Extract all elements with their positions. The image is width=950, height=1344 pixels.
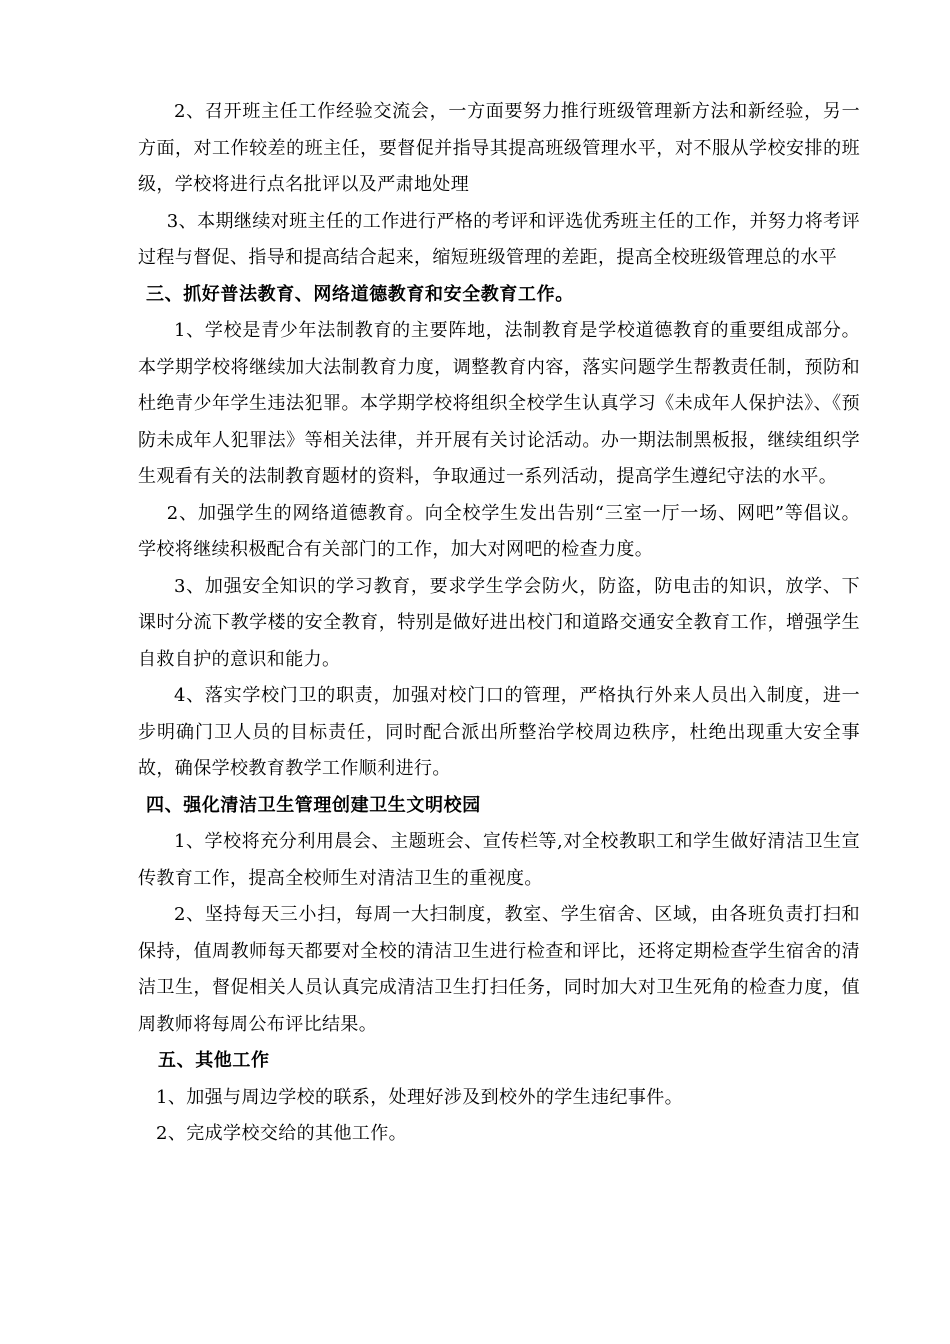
paragraph-gate-security: 4、落实学校门卫的职责，加强对校门口的管理，严格执行外来人员出入制度，进一步明确门卫人员的目标责任，同时配合派出所整治学校周边秩序，杜绝出现重大安全事故，确保学校教育教学工作顺利进行。 bbox=[138, 685, 860, 779]
paragraph-safety-education: 3、加强安全知识的学习教育，要求学生学会防火，防盗，防电击的知识，放学、下课时分流下教学楼的安全教育，特别是做好进出校门和道路交通安全教育工作，增强学生自救自护的意识和能力。 bbox=[138, 575, 860, 670]
paragraph-cleaning-system: 2、坚持每天三小扫，每周一大扫制度，教室、学生宿舍、区域，由各班负责打扫和保持，值周教师每天都要对全校的清洁卫生进行检查和评比，还将定期检查学生宿舍的清洁卫生，督促相关人员认真完成清洁卫生打扫任务，同时加大对卫生死角的检查力度，值周教师将每周公布评比结果。 bbox=[138, 904, 860, 1035]
section-heading-other-work: 五、其他工作 bbox=[158, 1050, 270, 1071]
list-item-neighbor-schools: 1、加强与周边学校的联系，处理好涉及到校外的学生违纪事件。 bbox=[156, 1086, 684, 1108]
section-heading-law-education: 三、抓好普法教育、网络道德教育和安全教育工作。 bbox=[146, 283, 574, 305]
paragraph-class-teacher-meeting: 2、召开班主任工作经验交流会，一方面要努力推行班级管理新方法和新经验，另一方面，对工作较差的班主任，要督促并指导其提高班级管理水平，对不服从学校安排的班级，学校将进行点名批评以及严肃地处理 bbox=[138, 101, 860, 195]
paragraph-class-teacher-evaluation: 3、本期继续对班主任的工作进行严格的考评和评选优秀班主任的工作，并努力将考评过程与督促、指导和提高结合起来，缩短班级管理的差距，提高全校班级管理总的水平 bbox=[138, 210, 860, 268]
paragraph-hygiene-publicity: 1、学校将充分利用晨会、主题班会、宣传栏等,对全校教职工和学生做好清洁卫生宣传教育工作，提高全校师生对清洁卫生的重视度。 bbox=[138, 831, 860, 889]
paragraph-network-ethics: 2、加强学生的网络道德教育。向全校学生发出告别“三室一厅一场、网吧”等倡议。学校将继续积极配合有关部门的工作，加大对网吧的检查力度。 bbox=[138, 502, 860, 560]
paragraph-legal-education: 1、学校是青少年法制教育的主要阵地，法制教育是学校道德教育的重要组成部分。本学期学校将继续加大法制教育力度，调整教育内容，落实问题学生帮教责任制，预防和杜绝青少年学生违法犯罪。本学期学校将组织全校学生认真学习《未成年人保护法》、《预防未成年人犯罪法》等相关法律，并开展有关讨论活动。办一期法制黑板报，继续组织学生观看有关的法制教育题材的资料，争取通过一系列活动，提高学生遵纪守法的水平。 bbox=[138, 320, 860, 487]
document-body bbox=[138, 94, 860, 1153]
list-item-other-tasks: 2、完成学校交给的其他工作。 bbox=[156, 1123, 408, 1144]
section-heading-hygiene: 四、强化清洁卫生管理创建卫生文明校园 bbox=[146, 794, 481, 816]
